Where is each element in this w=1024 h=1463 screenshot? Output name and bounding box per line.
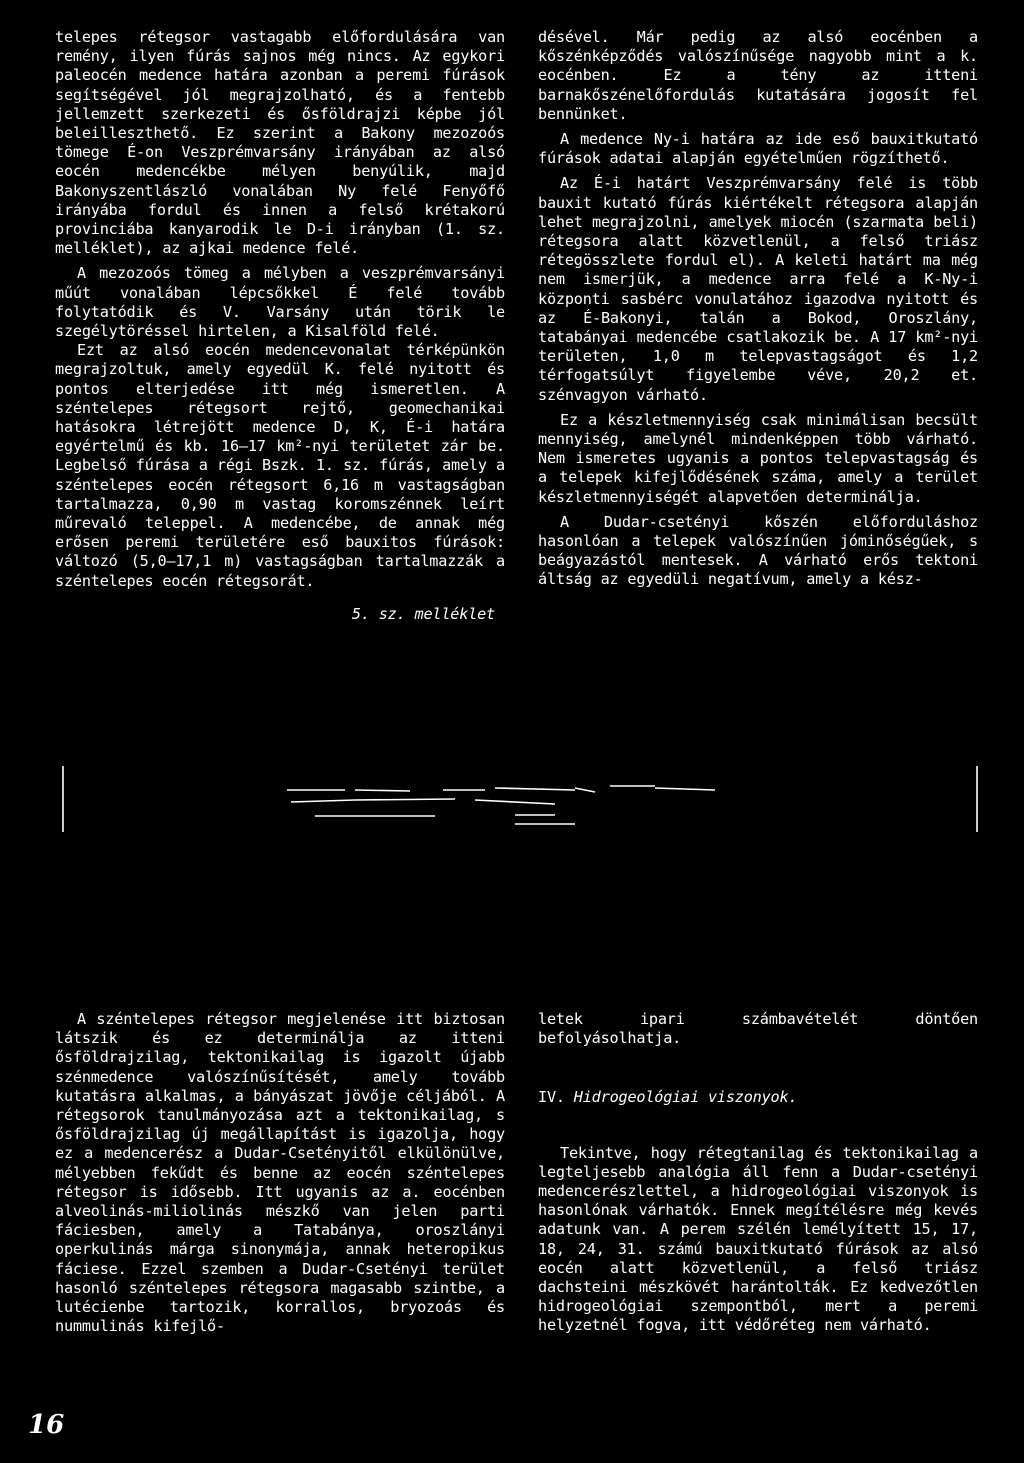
paragraph: Tekintve, hogy rétegtanilag és tektonikailag a legteljesebb analógia áll fenn a Dudar-csetényi medencerészlettel, a hidrogeológiai viszonyok is hasonlónak várhatók. Ennek megítélésre még kevés adatunk van. A perem szélén lemélyített 15, 17, 18, 24, 31. számú bauxitkutató fúrások az alsó eocén alatt közvetlenül, a felső triász dachsteini mészkövét harántolták. Ez kedvezőtlen hidrogeológiai szempontból, mert a peremi helyzetnél fogva, itt védőréteg nem várható. bbox=[538, 1143, 978, 1335]
column-bottom-left bbox=[55, 1010, 505, 1336]
annex-reference: 5. sz. melléklet bbox=[351, 604, 495, 623]
figure-line bbox=[291, 800, 355, 802]
figure-line bbox=[655, 788, 715, 790]
column-top-left bbox=[55, 28, 505, 624]
section-number: IV. bbox=[538, 1088, 565, 1107]
figure-line bbox=[355, 790, 410, 791]
figure-line bbox=[575, 788, 595, 792]
column-top-right bbox=[538, 28, 978, 590]
column-bottom-right bbox=[538, 1010, 978, 1336]
section-figure-fragment bbox=[55, 760, 985, 840]
paragraph: A széntelepes rétegsor megjelenése itt biztosan látszik és ez determinálja az itteni ősföldrajzilag, tektonikailag is igazolt újabb szénmedence valószínűsítését, amely tovább kutatásra alkalmas, a bányászat jövője céljából. A rétegsorok tanulmányozása azt a tektonikailag, s ősföldrajzilag új megállapítást is igazolja, hogy ez a medencerész a Dudar-Csetényitől elkülönülve, mélyebben fekűdt és benne az eocén széntelepes rétegsor is idősebb. Itt ugyanis az a. eocénben alveolinás-miliolinás mészkő van jelen parti fáciesben, amely a Tatabánya, oroszlányi operkulinás márga sinonymája, annak heteropikus fáciese. Ezzel szemben a Dudar-Csetényi terület hasonló széntelepes rétegsora magasabb szintbe, a lutécienbe tartozik, korrallos, bryozoás és nummulinás kifejlő- bbox=[55, 1010, 505, 1336]
figure-line bbox=[495, 788, 575, 790]
paragraph: telepes rétegsor vastagabb előfordulására van remény, ilyen fúrás sajnos még nincs. Az egykori paleocén medence határa azonban a peremi fúrások segítségével jól megrajzolható, és a fentebb jellemzett szerkezeti és ősföldrajzi képbe jól beleilleszthető. Ez szerint a Bakony mezozoós tömege É-on Veszprémvarsány irányában az alsó eocén medencékbe mélyen benyúlik, majd Bakonyszentlászló vonalában Ny felé Fenyőfő irányába fordul és innen a felső krétakorú provinciába kanyarodik le D-i irányban (1. sz. melléklet), az ajkai medence felé. bbox=[55, 28, 505, 258]
section-heading bbox=[538, 1088, 978, 1107]
figure-line bbox=[355, 799, 455, 800]
figure-line bbox=[475, 800, 555, 804]
paragraph: A mezozoós tömeg a mélyben a veszprémvarsányi műút vonalában lépcsőkkel É felé tovább folytatódik és V. Varsány után törik le szegélytöréssel hirtelen, a Kisalföld felé. bbox=[55, 264, 505, 341]
paragraph: Ez a készletmennyiség csak minimálisan becsült mennyiség, amelynél mindenképpen több várható. Nem ismeretes ugyanis a pontos telepvastagság és a telepek kifejlődésének száma, amely a terület készletmennyiségét alapvetően determinálja. bbox=[538, 410, 978, 506]
page-number: 16 bbox=[28, 1410, 65, 1440]
paragraph: Az É-i határt Veszprémvarsány felé is több bauxit kutató fúrás kiértékelt rétegsora alapján lehet megrajzolni, amelyek miocén (szarmata beli) rétegsora alatt közvetlenül, a felső triász rétegösszlete fordul el). A keleti határt ma még nem ismerjük, a medence arra felé a K-Ny-i központi sasbérc vonulatához igazodva nyitott és az É-Bakonyi, talán a Bokod, Oroszlány, tatabányai medencébe csatlakozik be. A 17 km²-nyi területen, 1,0 m telepvastagságot és 1,2 térfogatsúlyt figyelembe véve, 20,2 et. szénvagyon várható. bbox=[538, 174, 978, 404]
paragraph: A medence Ny-i határa az ide eső bauxitkutató fúrások adatai alapján egyételműen rögzíthető. bbox=[538, 130, 978, 168]
paragraph: désével. Már pedig az alsó eocénben a kőszénképződés valószínűsége nagyobb mint a k. eocénben. Ez a tény az itteni barnakőszénelőfordulás kutatására jogosít fel bennünket. bbox=[538, 28, 978, 123]
paragraph: A Dudar-csetényi kőszén előforduláshoz hasonlóan a telepek valószínűen jóminőségűek, s beágyazástól mentesek. A várható erős tektoni áltság az egyedüli negatívum, amely a kész- bbox=[538, 512, 978, 589]
paragraph: letek ipari számbavételét döntően befolyásolhatja. bbox=[538, 1010, 978, 1048]
section-title: Hidrogeológiai viszonyok. bbox=[573, 1088, 798, 1107]
paragraph: Ezt az alsó eocén medencevonalat térképünkön megrajzoltuk, amely egyedül K. felé nyitott és pontos elterjedése itt még ismeretlen. A széntelepes rétegsort rejtő, geomechanikai hatásokra létrejött medence D, K, É-i határa egyértelmű és kb. 16—17 km²-nyi területet zár be. Legbelső fúrása a régi Bszk. 1. sz. fúrás, amely a széntelepes eocén rétegsort 6,16 m vastagságban tartalmazza, 0,90 m vastag koromszénnek leírt műrevaló teleppel. A medencébe, de annak még erősen peremi területére eső bauxitos fúrások: változó (5,0—17,1 m) vastagságban tartalmazzák a széntelepes eocén rétegsorát. bbox=[55, 341, 505, 590]
